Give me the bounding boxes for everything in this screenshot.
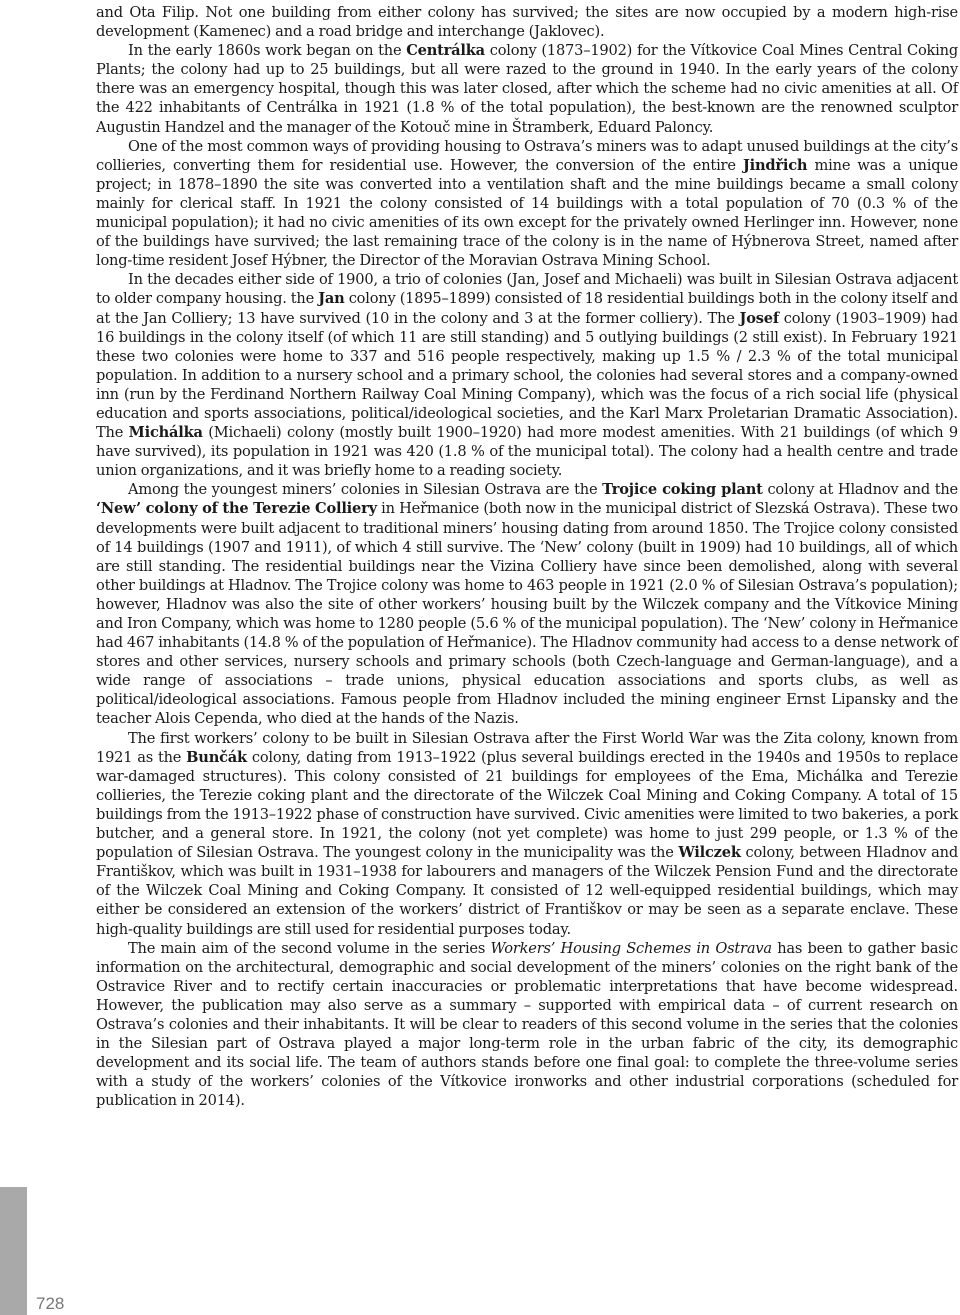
paragraph-3 xyxy=(96,137,958,271)
bold-term: Michálka xyxy=(128,424,203,442)
page-number: 728 xyxy=(36,1294,65,1313)
text-run: colony (1895–1899) consisted of 18 residential buildings both in the colony itself and at the Jan Colliery; 13 have survived (10 in the colony and 3 at the former colliery). The xyxy=(96,290,958,327)
paragraph-2 xyxy=(96,41,958,136)
bold-term: Josef xyxy=(739,309,779,327)
text-run: Among the youngest miners’ colonies in Silesian Ostrava are the xyxy=(128,481,603,499)
text-run: colony (1873–1902) for the Vítkovice Coal Mines Central Coking Plants; the colony had up to 25 buildings, but all were razed to the ground in 1940. In the early years of the colony there was an emergency hospital, though this was later closed, after which the scheme had no civic amenities at all. Of the 422 inhabitants of Centrálka in 1921 (1.8 % of the total population), the best-known are the renowned sculptor Augustin Handzel and the manager of the Kotouč mine in Štramberk, Eduard Paloncy. xyxy=(96,42,958,136)
paragraph-5 xyxy=(96,480,958,728)
text-run: In the decades either side of 1900, a trio of colonies (Jan, Josef and Michaeli) was built in Silesian Ostrava adjacent to older company housing. the xyxy=(96,271,958,308)
text-run: The main aim of the second volume in the series xyxy=(128,939,491,957)
text-run: (Michaeli) colony (mostly built 1900–1920) had more modest amenities. With 21 buildings (of which 9 have survived), its population in 1921 was 420 (1.8 % of the municipal total). The colony had a health centre and trade union organizations, and it was briefly home to a reading society. xyxy=(96,424,958,480)
body-text xyxy=(96,3,958,1110)
text-run: in Heřmanice (both now in the municipal district of Slezská Ostrava). These two developments were built adjacent to traditional miners’ housing dating from around 1850. The Trojice colony consisted of 14 buildings (1907 and 1911), of which 4 still survive. The ‘New’ colony (built in 1909) had 10 buildings, all of which are still standing. The residential buildings near the Vizina Colliery have since been demolished, along with several other buildings at Hladnov. The Trojice colony was home to 463 people in 1921 (2.0 % of Silesian Ostrava’s population); however, Hladnov was also the site of other workers’ housing built by the Wilczek company and the Vítkovice Mining and Iron Company, which was home to 1280 people (5.6 % of the municipal population). The ‘New’ colony in Heřmanice had 467 inhabitants (14.8 % of the population of Heřmanice). The Hladnov community had access to a dense network of stores and other services, nursery schools and primary schools (both Czech-language and German-language), and a wide range of associations – trade unions, physical education associations and sports clubs, as well as political/ideological associations. Famous people from Hladnov included the mining engineer Ernst Lipansky and the teacher Alois Cependa, who died at the hands of the Nazis. xyxy=(96,500,959,728)
text-run: has been to gather basic information on the architectural, demographic and social development of the miners’ colonies on the right bank of the Ostravice River and to rectify certain inaccuracies or problematic interpretations that have become widespread. However, the publication may also serve as a summary – supported with empirical data – of current research on Ostrava’s colonies and their inhabitants. It will be clear to readers of this second volume in the series that the colonies in the Silesian part of Ostrava played a major long-term role in the urban fabric of the city, its demographic development and its social life. The team of authors stands before one final goal: to complete the three-volume series with a study of the workers’ colonies of the Vítkovice ironworks and other industrial corporations (scheduled for publication in 2014). xyxy=(96,939,958,1110)
paragraph-1 xyxy=(96,3,958,41)
bold-term: Centrálka xyxy=(406,42,485,60)
text-run: One of the most common ways of providing housing to Ostrava’s miners was to adapt unused buildings at the city’s collieries, converting them for residential use. However, the conversion of the entire xyxy=(96,137,958,174)
text-run: colony, between Hladnov and Františkov, which was built in 1931–1938 for labourers and managers of the Wilczek Pension Fund and the directorate of the Wilczek Coal Mining and Coking Company. It consisted of 12 well-equipped residential buildings, which may either be considered an extension of the workers’ district of Františkov or may be seen as a separate enclave. These high-quality buildings are still used for residential purposes today. xyxy=(96,844,958,938)
text-run: colony, dating from 1913–1922 (plus several buildings erected in the 1940s and 1950s to replace war-damaged structures). This colony consisted of 21 buildings for employees of the Ema, Michálka and Terezie collieries, the Terezie coking plant and the directorate of the Wilczek Coal Mining and Coking Company. A total of 15 buildings from the 1913–1922 phase of construction have survived. Civic amenities were limited to two bakeries, a pork butcher, and a general store. In 1921, the colony (not yet complete) was home to just 299 people, or 1.3 % of the population of Silesian Ostrava. The youngest colony in the municipality was the xyxy=(96,748,958,862)
text-run: colony at Hladnov and the xyxy=(762,481,958,499)
text-run: and Ota Filip. Not one building from either colony has survived; the sites are now occupied by a modern high-rise development (Kamenec) and a road bridge and interchange (Jaklovec). xyxy=(96,4,958,41)
bold-term: Jindřich xyxy=(742,156,808,174)
bold-term: Jan xyxy=(318,290,345,308)
bold-term: Bunčák xyxy=(186,748,247,766)
margin-tab xyxy=(0,1187,27,1315)
paragraph-6 xyxy=(96,729,958,939)
bold-term: Wilczek xyxy=(678,844,741,862)
text-run: In the early 1860s work began on the xyxy=(128,42,407,60)
italic-title: Workers’ Housing Schemes in Ostrava xyxy=(490,939,772,957)
paragraph-7 xyxy=(96,939,958,1111)
text-run: The first workers’ colony to be built in Silesian Ostrava after the First World War was the Zita colony, known from 1921 as the xyxy=(96,729,958,766)
bold-term: Trojice coking plant xyxy=(602,481,763,499)
bold-term: ‘New’ colony of the Terezie Colliery xyxy=(96,500,377,518)
text-run: mine was a unique project; in 1878–1890 the site was converted into a ventilation shaft and the mine buildings became a small colony mainly for clerical staff. In 1921 the colony consisted of 14 buildings with a total population of 70 (0.3 % of the municipal population); it had no civic amenities of its own except for the privately owned Herlinger inn. However, none of the buildings have survived; the last remaining trace of the colony is in the name of Hýbnerova Street, named after long-time resident Josef Hýbner, the Director of the Moravian Ostrava Mining School. xyxy=(96,156,958,270)
paragraph-4 xyxy=(96,270,958,480)
text-run: colony (1903–1909) had 16 buildings in the colony itself (of which 11 are still standing) and 5 outlying buildings (2 still exist). In February 1921 these two colonies were home to 337 and 516 people respectively, making up 1.5 % / 2.3 % of the total municipal population. In addition to a nursery school and a primary school, the colonies had several stores and a company-owned inn (run by the Ferdinand Northern Railway Coal Mining Company), which was the focus of a rich social life (physical education and sports associations, political/ideological societies, and the Karl Marx Proletarian Dramatic Association). The xyxy=(96,309,958,442)
